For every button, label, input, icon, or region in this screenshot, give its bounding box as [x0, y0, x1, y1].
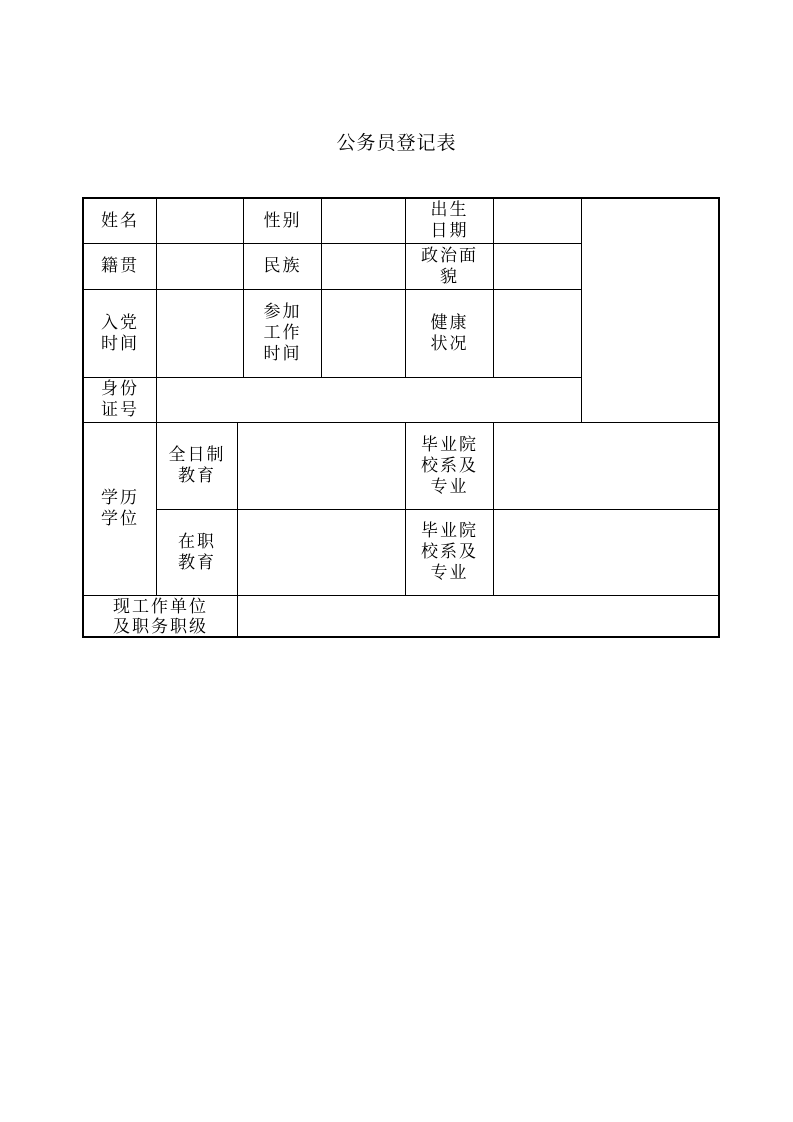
birth-date-label: 出生日期 [405, 197, 493, 243]
graduate-school-major-label-2: 毕业院校系及专业 [405, 509, 493, 595]
name-label: 姓名 [82, 197, 156, 243]
graduate-school-major-field-2[interactable] [493, 509, 720, 595]
name-field[interactable] [156, 197, 243, 243]
in-service-education-label: 在职教育 [156, 509, 237, 595]
education-degree-label: 学历学位 [82, 422, 156, 595]
registration-form-table [82, 197, 720, 638]
id-number-field[interactable] [156, 377, 581, 422]
current-unit-position-field[interactable] [237, 595, 720, 638]
party-join-date-field[interactable] [156, 289, 243, 377]
native-place-label: 籍贯 [82, 243, 156, 289]
gender-label: 性别 [243, 197, 321, 243]
gender-field[interactable] [321, 197, 405, 243]
work-start-date-label: 参加工作时间 [243, 289, 321, 377]
native-place-field[interactable] [156, 243, 243, 289]
in-service-education-field[interactable] [237, 509, 405, 595]
full-time-education-label: 全日制教育 [156, 422, 237, 509]
party-join-date-label: 入党时间 [82, 289, 156, 377]
health-field[interactable] [493, 289, 581, 377]
full-time-education-field[interactable] [237, 422, 405, 509]
ethnicity-label: 民族 [243, 243, 321, 289]
page-title: 公务员登记表 [336, 132, 457, 154]
ethnicity-field[interactable] [321, 243, 405, 289]
graduate-school-major-label-1: 毕业院校系及专业 [405, 422, 493, 509]
graduate-school-major-field-1[interactable] [493, 422, 720, 509]
political-status-label: 政治面貌 [405, 243, 493, 289]
birth-date-field[interactable] [493, 197, 581, 243]
health-label: 健康状况 [405, 289, 493, 377]
photo-box [581, 197, 720, 422]
political-status-field[interactable] [493, 243, 581, 289]
id-number-label: 身份证号 [82, 377, 156, 422]
work-start-date-field[interactable] [321, 289, 405, 377]
current-unit-position-label: 现工作单位及职务职级 [82, 595, 237, 638]
